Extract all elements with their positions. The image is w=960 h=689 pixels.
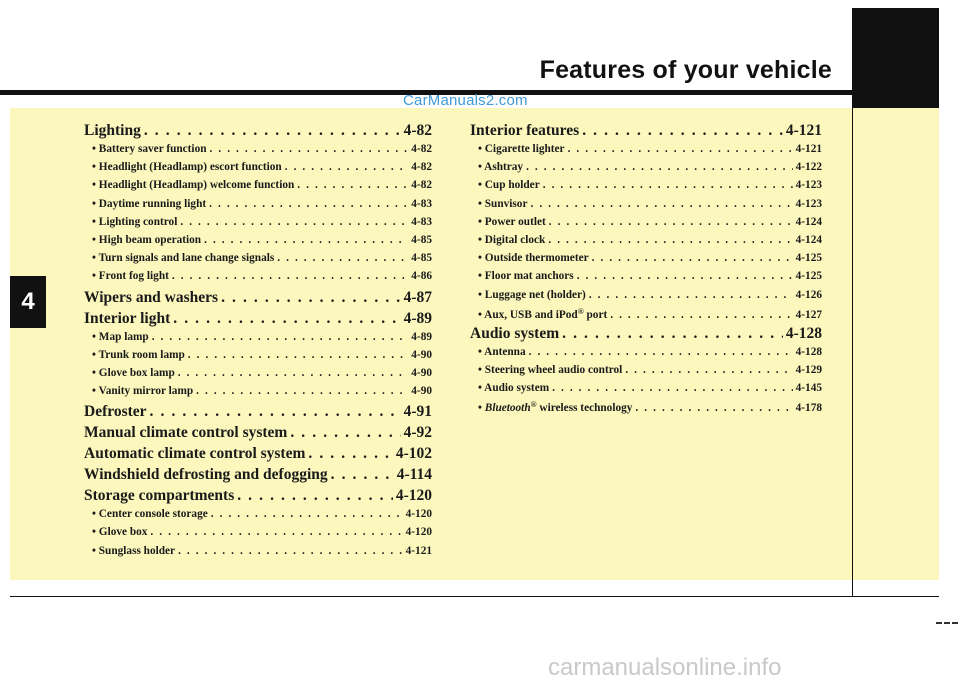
dot-leader: [577, 270, 793, 282]
toc-entry-label: Storage compartments: [84, 487, 235, 505]
toc-page-number: 4-127: [795, 308, 822, 321]
dot-leader: [529, 346, 793, 358]
dot-leader: [582, 122, 783, 140]
toc-page-number: 4-82: [403, 122, 432, 139]
toc-entry-label: • Turn signals and lane change signals: [92, 252, 275, 265]
toc-entry-label: • Floor mat anchors: [478, 270, 574, 283]
toc-entry-label: • Outside thermometer: [478, 252, 589, 265]
toc-subsection-entry[interactable]: [470, 143, 822, 161]
toc-page-number: 4-120: [395, 487, 432, 505]
toc-page-number: 4-125: [795, 270, 822, 283]
toc-page-number: 4-178: [795, 402, 822, 415]
toc-page-number: 4-91: [403, 403, 432, 421]
dot-leader: [297, 179, 408, 191]
corner-black-tab: [852, 8, 939, 108]
toc-entry-label: Windshield defrosting and defogging: [84, 466, 328, 484]
toc-subsection-entry[interactable]: [470, 289, 822, 307]
vertical-rule: [852, 108, 853, 596]
toc-subsection-entry[interactable]: [84, 252, 432, 270]
toc-entry-label: • Ashtray: [478, 161, 524, 174]
footer-watermark: carmanualsonline.info: [548, 654, 782, 681]
toc-entry-label: • Headlight (Headlamp) escort function: [92, 161, 282, 174]
toc-entry-label: • Daytime running light: [92, 197, 207, 210]
toc-section-entry[interactable]: [470, 325, 822, 346]
toc-entry-label: Interior light: [84, 309, 171, 327]
toc-entry-label: • Steering wheel audio control: [478, 364, 623, 377]
toc-subsection-entry[interactable]: [84, 216, 432, 234]
dot-leader: [549, 216, 793, 228]
toc-entry-label: • Sunvisor: [478, 197, 528, 210]
toc-section-entry[interactable]: [84, 122, 432, 143]
dot-leader: [277, 252, 408, 264]
toc-page-number: 4-129: [795, 364, 822, 377]
toc-subsection-entry[interactable]: [84, 526, 432, 544]
dot-leader: [331, 466, 394, 484]
toc-entry-label: Audio system: [470, 324, 560, 342]
toc-entry-label: • Trunk room lamp: [92, 348, 185, 361]
toc-page-number: 4-83: [411, 197, 432, 210]
toc-entry-label: • Aux, USB and iPod® port: [478, 306, 608, 321]
toc-subsection-entry[interactable]: [84, 143, 432, 161]
dot-leader: [210, 143, 409, 155]
dot-leader: [188, 349, 409, 361]
toc-page-number: 4-90: [411, 366, 432, 379]
toc-subsection-entry[interactable]: [84, 331, 432, 349]
toc-subsection-entry[interactable]: [84, 545, 432, 563]
toc-subsection-entry[interactable]: [470, 382, 822, 400]
toc-entry-label: • High beam operation: [92, 233, 202, 246]
toc-column-right: [470, 122, 822, 419]
toc-page-number: 4-122: [795, 161, 822, 174]
toc-entry-label: • Battery saver function: [92, 143, 207, 155]
toc-entry-label: • Audio system: [478, 382, 550, 395]
dot-leader: [548, 234, 792, 246]
toc-entry-label: Automatic climate control system: [84, 445, 306, 463]
page-title: Features of your vehicle: [539, 56, 832, 84]
toc-page-number: 4-92: [403, 424, 432, 442]
dot-leader: [211, 508, 403, 520]
toc-page-number: 4-125: [795, 252, 822, 265]
toc-entry-label: • Front fog light: [92, 270, 169, 283]
toc-entry-label: Wipers and washers: [84, 288, 219, 306]
dot-leader: [173, 310, 400, 328]
toc-subsection-entry[interactable]: [470, 400, 822, 418]
toc-entry-label: • Vanity mirror lamp: [92, 385, 194, 398]
toc-section-entry[interactable]: [84, 466, 432, 487]
toc-subsection-entry[interactable]: [470, 364, 822, 382]
toc-subsection-entry[interactable]: [84, 367, 432, 385]
toc-subsection-entry[interactable]: [84, 161, 432, 179]
toc-page-number: 4-126: [795, 288, 822, 301]
toc-page-number: 4-124: [795, 233, 822, 246]
toc-subsection-entry[interactable]: [470, 161, 822, 179]
toc-entry-label: Lighting: [84, 122, 141, 139]
toc-page-number: 4-128: [785, 324, 822, 342]
dot-leader: [144, 122, 401, 140]
toc-subsection-entry[interactable]: [84, 385, 432, 403]
toc-page-number: 4-82: [411, 143, 432, 155]
toc-page-number: 4-145: [795, 382, 822, 395]
toc-entry-label: • Glove box: [92, 526, 148, 539]
toc-subsection-entry[interactable]: [84, 234, 432, 252]
toc-section-entry[interactable]: [84, 424, 432, 445]
dot-leader: [290, 424, 400, 442]
toc-page-number: 4-89: [403, 309, 432, 327]
toc-page-number: 4-120: [405, 508, 432, 521]
dash-mark: [936, 622, 958, 624]
dot-leader: [196, 385, 408, 397]
dot-leader: [221, 289, 401, 307]
toc-entry-label: • Sunglass holder: [92, 544, 176, 557]
dot-leader: [552, 382, 793, 394]
toc-section-entry[interactable]: [84, 445, 432, 466]
toc-page-number: 4-121: [785, 122, 822, 139]
dot-leader: [172, 270, 408, 282]
toc-page-number: 4-89: [411, 330, 432, 343]
bottom-rule: [10, 596, 939, 597]
toc-page-number: 4-121: [795, 143, 822, 155]
dot-leader: [543, 179, 793, 191]
dot-leader: [635, 402, 792, 414]
toc-entry-label: • Headlight (Headlamp) welcome function: [92, 179, 295, 192]
dot-leader: [592, 252, 793, 264]
dot-leader: [178, 367, 409, 379]
dot-leader: [308, 445, 392, 463]
toc-entry-label: Defroster: [84, 403, 147, 421]
toc-entry-label: • Lighting control: [92, 215, 178, 228]
toc-page-number: 4-90: [411, 348, 432, 361]
toc-section-entry[interactable]: [84, 487, 432, 508]
toc-page-number: 4-86: [411, 270, 432, 283]
toc-section-entry[interactable]: [470, 122, 822, 143]
dot-leader: [152, 331, 409, 343]
toc-column-left: [84, 122, 432, 563]
dot-leader: [568, 143, 793, 155]
toc-entry-label: • Luggage net (holder): [478, 288, 586, 301]
toc-subsection-entry[interactable]: [470, 252, 822, 270]
toc-page-number: 4-128: [795, 345, 822, 358]
toc-subsection-entry[interactable]: [470, 346, 822, 364]
toc-entry-label: • Digital clock: [478, 233, 546, 246]
toc-entry-label: • Power outlet: [478, 215, 546, 228]
dot-leader: [526, 161, 793, 173]
toc-page-number: 4-121: [405, 544, 432, 557]
toc-entry-label: • Cup holder: [478, 179, 540, 192]
toc-section-entry[interactable]: [84, 289, 432, 310]
toc-subsection-entry[interactable]: [84, 198, 432, 216]
dot-leader: [150, 526, 402, 538]
toc-entry-label: • Glove box lamp: [92, 366, 175, 379]
dot-leader: [178, 545, 403, 557]
toc-entry-label: • Cigarette lighter: [478, 143, 565, 155]
toc-page-number: 4-120: [405, 526, 432, 539]
toc-entry-label: Interior features: [470, 122, 580, 139]
toc-page-number: 4-82: [411, 161, 432, 174]
toc-entry-label: • Map lamp: [92, 330, 149, 343]
toc-page-number: 4-85: [411, 252, 432, 265]
toc-entry-label: • Center console storage: [92, 508, 208, 521]
dot-leader: [562, 325, 783, 343]
toc-page-number: 4-90: [411, 385, 432, 398]
toc-subsection-entry[interactable]: [470, 307, 822, 325]
toc-section-entry[interactable]: [84, 310, 432, 331]
dot-leader: [285, 161, 409, 173]
dot-leader: [180, 216, 408, 228]
toc-page-number: 4-82: [411, 179, 432, 192]
toc-entry-label: • Antenna: [478, 345, 526, 358]
toc-entry-label: • Bluetooth® wireless technology: [478, 400, 633, 415]
dot-leader: [589, 289, 793, 301]
watermark-link[interactable]: CarManuals2.com: [403, 92, 528, 109]
toc-subsection-entry[interactable]: [470, 270, 822, 288]
toc-subsection-entry[interactable]: [84, 349, 432, 367]
toc-subsection-entry[interactable]: [470, 179, 822, 197]
dot-leader: [237, 487, 393, 505]
toc-page-number: 4-87: [403, 288, 432, 306]
chapter-tab: 4: [10, 276, 46, 328]
toc-entry-label: Manual climate control system: [84, 424, 288, 442]
toc-subsection-entry[interactable]: [84, 508, 432, 526]
toc-subsection-entry[interactable]: [84, 270, 432, 288]
toc-page-number: 4-83: [411, 215, 432, 228]
toc-subsection-entry[interactable]: [84, 179, 432, 197]
dot-leader: [625, 364, 792, 376]
toc-section-entry[interactable]: [84, 403, 432, 424]
toc-subsection-entry[interactable]: [470, 234, 822, 252]
toc-page-number: 4-85: [411, 233, 432, 246]
toc-page-number: 4-123: [795, 179, 822, 192]
toc-page-number: 4-114: [396, 466, 432, 484]
toc-subsection-entry[interactable]: [470, 216, 822, 234]
toc-subsection-entry[interactable]: [470, 198, 822, 216]
toc-page-number: 4-102: [395, 445, 432, 463]
toc-page-number: 4-124: [795, 215, 822, 228]
dot-leader: [150, 403, 401, 421]
dot-leader: [530, 198, 792, 210]
dot-leader: [209, 198, 408, 210]
toc-page-number: 4-123: [795, 197, 822, 210]
dot-leader: [204, 234, 408, 246]
dot-leader: [610, 309, 792, 321]
